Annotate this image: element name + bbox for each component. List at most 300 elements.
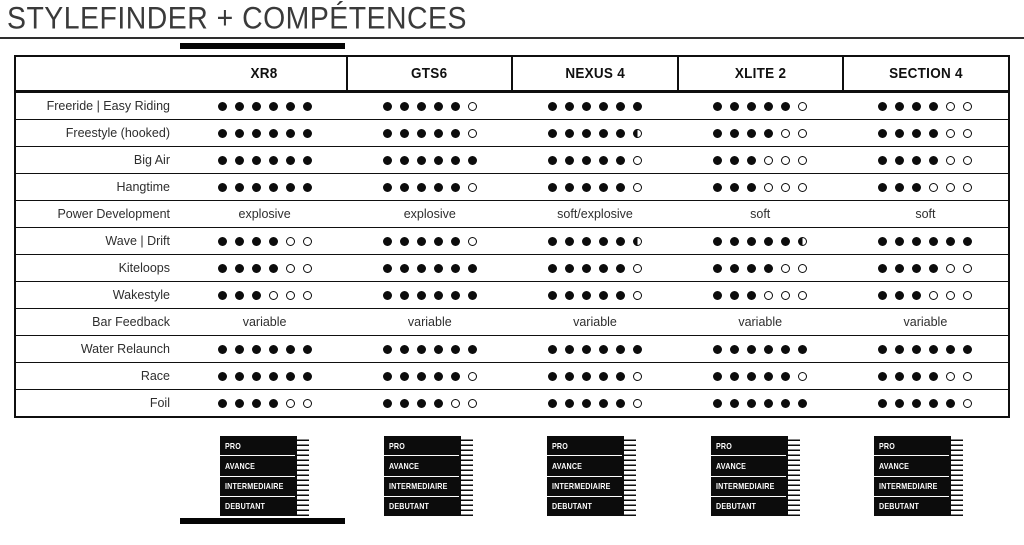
table-row-big-air [16, 146, 1008, 173]
rating-dot-full [451, 183, 460, 192]
rating-dot-full [383, 183, 392, 192]
rating-dot-full [599, 399, 608, 408]
rating-cell [843, 309, 1008, 335]
rating-dot-full [218, 264, 227, 273]
rating-dot-full [929, 237, 938, 246]
rating-dot-full [235, 372, 244, 381]
rating-dot-full [235, 345, 244, 354]
rating-dot-empty [764, 156, 773, 165]
dot-rating [218, 345, 312, 354]
rating-cell [182, 174, 347, 200]
rating-dot-full [383, 129, 392, 138]
rating-dot-full [417, 372, 426, 381]
rating-dot-full [912, 399, 921, 408]
rating-dot-full [417, 237, 426, 246]
rating-dot-full [730, 372, 739, 381]
rating-cell [843, 336, 1008, 362]
rating-dot-full [286, 372, 295, 381]
column-header-label: SECTION 4 [889, 65, 964, 82]
dot-rating [878, 129, 972, 138]
rating-dot-full [235, 237, 244, 246]
rating-dot-empty [468, 237, 477, 246]
rating-dot-full [878, 156, 887, 165]
rating-dot-full [400, 291, 409, 300]
rating-dot-full [548, 183, 557, 192]
legend-level-debutant [384, 497, 459, 516]
rating-dot-full [565, 183, 574, 192]
rating-dot-empty [286, 264, 295, 273]
rating-cell [678, 228, 843, 254]
rating-dot-full [730, 129, 739, 138]
rating-dot-full [764, 129, 773, 138]
rating-dot-empty [633, 372, 642, 381]
rating-dot-full [895, 399, 904, 408]
rating-text: variable [903, 315, 948, 329]
skill-legend-gts6 [384, 436, 472, 516]
rating-dot-full [747, 237, 756, 246]
column-header-xr8[interactable] [182, 57, 346, 90]
dot-rating [383, 156, 477, 165]
rating-cell [347, 174, 512, 200]
rating-cell [512, 309, 677, 335]
rating-dot-full [235, 156, 244, 165]
level-ladder [622, 436, 636, 516]
dot-rating [713, 129, 807, 138]
rating-dot-empty [798, 156, 807, 165]
rating-dot-full [218, 102, 227, 111]
rating-dot-full [929, 399, 938, 408]
skill-legend-nexus-4 [547, 436, 635, 516]
rating-dot-full [400, 372, 409, 381]
stylefinder-table [14, 55, 1010, 418]
rating-dot-empty [633, 264, 642, 273]
rating-cell [843, 255, 1008, 281]
dot-rating [383, 345, 477, 354]
legend-level-label: AVANCE [879, 460, 910, 471]
rating-dot-full [713, 372, 722, 381]
rating-dot-full [434, 291, 443, 300]
rating-dot-full [451, 264, 460, 273]
rating-dot-empty [963, 129, 972, 138]
rating-dot-full [713, 237, 722, 246]
dot-rating [548, 372, 642, 381]
rating-dot-full [878, 399, 887, 408]
rating-dot-full [417, 102, 426, 111]
rating-dot-full [434, 237, 443, 246]
row-label: Wakestyle [112, 288, 170, 302]
rating-dot-empty [798, 264, 807, 273]
dot-rating [548, 291, 642, 300]
rating-dot-full [747, 291, 756, 300]
rating-cell [347, 228, 512, 254]
table-row-water-relaunch [16, 335, 1008, 362]
rating-dot-full [878, 372, 887, 381]
legend-level-avance [547, 456, 622, 476]
rating-dot-full [269, 345, 278, 354]
dot-rating [548, 183, 642, 192]
rating-dot-full [781, 102, 790, 111]
rating-dot-empty [303, 291, 312, 300]
rating-dot-full [252, 372, 261, 381]
rating-dot-full [764, 264, 773, 273]
rating-cell [182, 147, 347, 173]
rating-text: explosive [403, 207, 456, 221]
rating-dot-full [878, 345, 887, 354]
rating-dot-full [269, 129, 278, 138]
rating-dot-empty [303, 237, 312, 246]
rating-dot-full [451, 291, 460, 300]
rating-cell [678, 174, 843, 200]
rating-text: variable [738, 315, 783, 329]
rating-dot-empty [798, 102, 807, 111]
rating-dot-full [747, 129, 756, 138]
legend-level-debutant [874, 497, 949, 516]
rating-dot-empty [286, 291, 295, 300]
legend-level-label: INTERMEDIAIRE [389, 481, 448, 492]
legend-level-pro [220, 436, 295, 456]
rating-dot-full [565, 129, 574, 138]
rating-dot-full [599, 264, 608, 273]
rating-cell [512, 336, 677, 362]
dot-rating [218, 399, 312, 408]
rating-dot-full [747, 102, 756, 111]
rating-dot-full [747, 399, 756, 408]
rating-dot-full [286, 156, 295, 165]
rating-dot-full [218, 129, 227, 138]
rating-dot-full [616, 291, 625, 300]
rating-dot-full [451, 156, 460, 165]
legend-level-avance [220, 456, 295, 476]
dot-rating [878, 102, 972, 111]
rating-dot-full [434, 345, 443, 354]
rating-dot-full [730, 291, 739, 300]
rating-dot-empty [781, 129, 790, 138]
legend-level-label: INTERMEDIAIRE [225, 481, 284, 492]
rating-dot-full [383, 345, 392, 354]
legend-level-pro [384, 436, 459, 456]
rating-dot-full [912, 345, 921, 354]
rating-dot-full [383, 156, 392, 165]
rating-dot-full [565, 345, 574, 354]
legend-level-label: PRO [552, 440, 568, 451]
rating-dot-full [582, 237, 591, 246]
column-header-xlite-2[interactable] [677, 57, 843, 90]
rating-dot-full [286, 102, 295, 111]
rating-dot-empty [781, 291, 790, 300]
rating-cell [843, 390, 1008, 416]
dot-rating [713, 291, 807, 300]
rating-dot-empty [798, 183, 807, 192]
rating-dot-full [895, 183, 904, 192]
rating-dot-empty [946, 264, 955, 273]
rating-dot-full [616, 156, 625, 165]
rating-text: explosive [238, 207, 291, 221]
rating-cell [843, 147, 1008, 173]
rating-dot-full [582, 156, 591, 165]
rating-dot-full [616, 264, 625, 273]
rating-text: variable [407, 315, 452, 329]
rating-dot-full [747, 183, 756, 192]
column-header-nexus-4[interactable] [511, 57, 677, 90]
rating-dot-full [548, 345, 557, 354]
rating-dot-full [764, 102, 773, 111]
rating-dot-full [781, 237, 790, 246]
rating-dot-empty [963, 183, 972, 192]
dot-rating [548, 264, 642, 273]
rating-cell [512, 174, 677, 200]
rating-cell [512, 120, 677, 146]
rating-dot-full [713, 345, 722, 354]
rating-dot-full [400, 129, 409, 138]
rating-dot-empty [946, 372, 955, 381]
rating-dot-full [286, 129, 295, 138]
legend-level-pro [711, 436, 786, 456]
rating-dot-full [764, 237, 773, 246]
table-row-wakestyle [16, 281, 1008, 308]
rating-dot-full [548, 156, 557, 165]
dot-rating [713, 345, 807, 354]
dot-rating [713, 183, 807, 192]
rating-dot-full [218, 372, 227, 381]
rating-dot-empty [963, 372, 972, 381]
rating-dot-full [269, 372, 278, 381]
rating-dot-full [747, 345, 756, 354]
rating-dot-full [582, 183, 591, 192]
rating-cell [678, 120, 843, 146]
rating-dot-full [548, 102, 557, 111]
rating-dot-full [417, 129, 426, 138]
legend-level-label: PRO [716, 440, 732, 451]
rating-dot-full [417, 399, 426, 408]
rating-dot-full [252, 183, 261, 192]
rating-cell [347, 147, 512, 173]
rating-dot-full [747, 264, 756, 273]
rating-dot-empty [468, 102, 477, 111]
rating-dot-full [633, 345, 642, 354]
column-header-gts6[interactable] [346, 57, 512, 90]
rating-dot-full [218, 237, 227, 246]
rating-cell [347, 201, 512, 227]
skill-legend-section-4 [874, 436, 962, 516]
rating-text: variable [242, 315, 287, 329]
rating-cell [678, 309, 843, 335]
rating-dot-full [269, 264, 278, 273]
rating-dot-full [548, 237, 557, 246]
rating-dot-full [383, 237, 392, 246]
title-underline [0, 37, 1024, 39]
rating-dot-full [548, 264, 557, 273]
rating-dot-full [747, 156, 756, 165]
dot-rating [548, 156, 642, 165]
rating-dot-full [468, 264, 477, 273]
rating-text: soft [750, 207, 771, 221]
dot-rating [218, 156, 312, 165]
rating-dot-empty [929, 291, 938, 300]
rating-dot-full [730, 237, 739, 246]
rating-dot-full [303, 183, 312, 192]
legend-levels [711, 436, 786, 516]
rating-dot-full [218, 291, 227, 300]
rating-text: variable [573, 315, 617, 329]
rating-dot-full [252, 264, 261, 273]
table-row-hangtime [16, 173, 1008, 200]
legend-level-label: PRO [389, 440, 405, 451]
dot-rating [218, 372, 312, 381]
rating-dot-full [417, 345, 426, 354]
rating-dot-empty [633, 156, 642, 165]
dot-rating [383, 102, 477, 111]
rating-dot-empty [963, 156, 972, 165]
rating-cell [512, 363, 677, 389]
rating-dot-full [451, 237, 460, 246]
table-row-bar-feedback [16, 308, 1008, 335]
rating-dot-full [434, 129, 443, 138]
rating-dot-full [895, 102, 904, 111]
rating-dot-full [383, 372, 392, 381]
rating-cell [678, 201, 843, 227]
rating-dot-empty [633, 183, 642, 192]
rating-dot-full [235, 264, 244, 273]
skill-legend-xr8 [220, 436, 308, 516]
table-row-freestyle-hooked [16, 119, 1008, 146]
rating-cell [512, 201, 677, 227]
legend-level-intermediaire [384, 477, 459, 497]
rating-dot-full [912, 183, 921, 192]
rating-dot-full [451, 372, 460, 381]
rating-cell [512, 390, 677, 416]
rating-cell [843, 282, 1008, 308]
legend-level-label: DEBUTANT [716, 501, 757, 512]
rating-dot-full [713, 399, 722, 408]
dot-rating [713, 102, 807, 111]
legend-level-intermediaire [711, 477, 786, 497]
skill-legend-xlite-2 [711, 436, 799, 516]
rating-dot-full [616, 399, 625, 408]
dot-rating [548, 237, 642, 246]
column-header-label: XLITE 2 [734, 65, 787, 82]
rating-dot-full [383, 102, 392, 111]
legend-level-label: AVANCE [552, 460, 583, 471]
rating-dot-empty [286, 399, 295, 408]
rating-dot-full [582, 345, 591, 354]
table-row-race [16, 362, 1008, 389]
legend-level-debutant [547, 497, 622, 516]
dot-rating [878, 237, 972, 246]
dot-rating [878, 372, 972, 381]
rating-cell [678, 282, 843, 308]
row-label: Bar Feedback [92, 315, 170, 329]
rating-cell [843, 120, 1008, 146]
rating-dot-full [730, 156, 739, 165]
dot-rating [218, 264, 312, 273]
rating-dot-full [286, 345, 295, 354]
column-header-section-4[interactable] [842, 57, 1008, 90]
rating-dot-full [400, 345, 409, 354]
rating-dot-full [235, 291, 244, 300]
rating-cell [182, 390, 347, 416]
rating-dot-full [303, 372, 312, 381]
rating-cell [347, 363, 512, 389]
rating-dot-empty [468, 183, 477, 192]
rating-dot-full [929, 372, 938, 381]
dot-rating [878, 399, 972, 408]
rating-dot-full [895, 372, 904, 381]
rating-dot-full [582, 372, 591, 381]
rating-cell [182, 120, 347, 146]
rating-dot-full [417, 183, 426, 192]
rating-dot-empty [451, 399, 460, 408]
rating-dot-full [434, 183, 443, 192]
rating-dot-full [713, 183, 722, 192]
rating-dot-full [798, 399, 807, 408]
legend-levels [547, 436, 622, 516]
selected-column-marker-top [180, 43, 345, 49]
row-label: Freeride | Easy Riding [46, 99, 170, 113]
rating-cell [512, 255, 677, 281]
row-label: Wave | Drift [105, 234, 170, 248]
rating-dot-empty [946, 156, 955, 165]
column-header-label: XR8 [250, 65, 278, 82]
rating-cell [843, 93, 1008, 119]
rating-dot-empty [633, 399, 642, 408]
rating-dot-full [616, 102, 625, 111]
rating-dot-full [383, 399, 392, 408]
row-label: Freestyle (hooked) [65, 126, 170, 140]
rating-dot-full [730, 399, 739, 408]
rating-dot-full [582, 102, 591, 111]
table-row-wave-drift [16, 227, 1008, 254]
column-header-label: GTS6 [411, 65, 448, 82]
rating-dot-empty [764, 183, 773, 192]
rating-cell [347, 93, 512, 119]
rating-dot-full [451, 102, 460, 111]
table-body [16, 93, 1008, 416]
rating-dot-full [252, 291, 261, 300]
rating-dot-full [252, 102, 261, 111]
rating-dot-full [400, 399, 409, 408]
rating-dot-full [764, 372, 773, 381]
rating-dot-full [582, 264, 591, 273]
rating-dot-full [929, 345, 938, 354]
rating-dot-empty [781, 156, 790, 165]
dot-rating [383, 372, 477, 381]
table-row-freeride-easy-riding [16, 93, 1008, 119]
rating-dot-full [747, 372, 756, 381]
rating-cell [182, 309, 347, 335]
rating-dot-full [434, 399, 443, 408]
rating-dot-full [565, 291, 574, 300]
legend-level-label: INTERMEDIAIRE [879, 481, 938, 492]
rating-dot-full [565, 399, 574, 408]
legend-level-label: AVANCE [389, 460, 420, 471]
level-ladder [949, 436, 963, 516]
rating-cell [182, 336, 347, 362]
rating-dot-empty [286, 237, 295, 246]
rating-dot-full [912, 372, 921, 381]
rating-dot-full [878, 183, 887, 192]
rating-dot-empty [946, 102, 955, 111]
rating-dot-full [383, 264, 392, 273]
rating-dot-full [468, 156, 477, 165]
rating-dot-full [303, 156, 312, 165]
rating-dot-full [468, 345, 477, 354]
table-header [16, 57, 1008, 93]
legend-level-intermediaire [220, 477, 295, 497]
rating-dot-full [764, 345, 773, 354]
rating-dot-full [468, 291, 477, 300]
rating-dot-full [269, 399, 278, 408]
rating-cell [678, 363, 843, 389]
